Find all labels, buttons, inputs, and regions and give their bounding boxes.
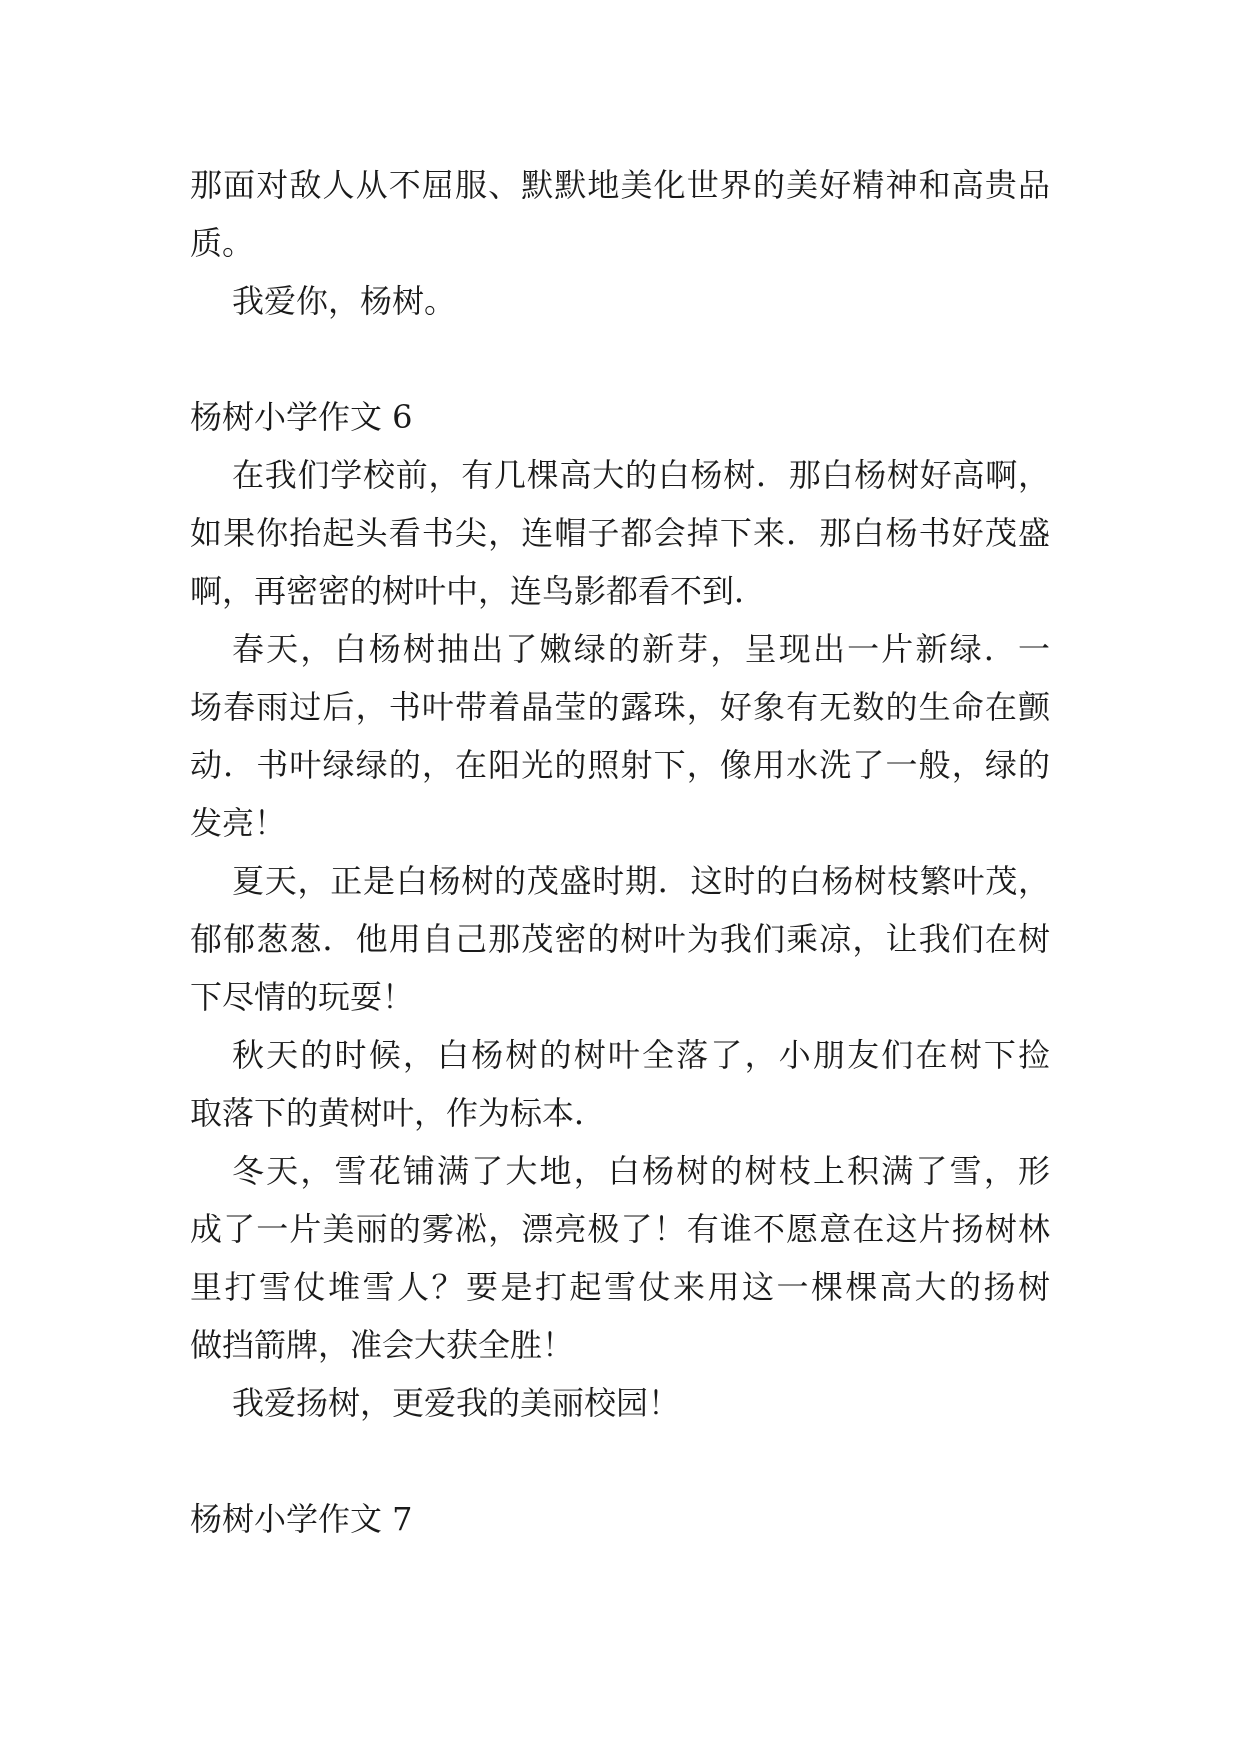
essay-heading: 杨树小学作文 7 (190, 1500, 413, 1538)
paragraph-line: 里打雪仗堆雪人？要是打起雪仗来用这一棵棵高大的扬树 (190, 1268, 1050, 1306)
paragraph (190, 446, 1050, 620)
paragraph-line: 我爱你，杨树。 (232, 282, 457, 320)
paragraph (190, 1142, 1050, 1374)
paragraph (190, 1374, 1050, 1432)
blank-line (190, 1432, 1050, 1490)
paragraph-line: 做挡箭牌，准会大获全胜！ (190, 1326, 575, 1364)
paragraph (190, 156, 1050, 272)
paragraph-line: 我爱扬树，更爱我的美丽校园！ (232, 1384, 681, 1422)
paragraph-line: 夏天，正是白杨树的茂盛时期．这时的白杨树枝繁叶茂， (232, 862, 1050, 900)
paragraph-line: 秋天的时候，白杨树的树叶全落了，小朋友们在树下捡 (232, 1036, 1050, 1074)
paragraph-line: 质。 (190, 224, 255, 262)
paragraph-line: 场春雨过后，书叶带着晶莹的露珠，好象有无数的生命在颤 (190, 688, 1050, 726)
paragraph-line: 取落下的黄树叶，作为标本． (190, 1094, 607, 1132)
paragraph-line: 成了一片美丽的雾凇，漂亮极了！有谁不愿意在这片扬树林 (190, 1210, 1050, 1248)
paragraph-line: 在我们学校前，有几棵高大的白杨树．那白杨树好高啊， (232, 456, 1050, 494)
paragraph (190, 272, 1050, 330)
paragraph-line: 啊，再密密的树叶中，连鸟影都看不到． (190, 572, 767, 610)
paragraph-line: 下尽情的玩耍！ (190, 978, 415, 1016)
blank-line (190, 330, 1050, 388)
essay-heading: 杨树小学作文 6 (190, 398, 413, 436)
paragraph-line: 如果你抬起头看书尖，连帽子都会掉下来．那白杨书好茂盛 (190, 514, 1050, 552)
paragraph (190, 620, 1050, 852)
paragraph (190, 852, 1050, 1026)
paragraph-line: 春天，白杨树抽出了嫩绿的新芽，呈现出一片新绿．一 (232, 630, 1050, 668)
paragraph (190, 1026, 1050, 1142)
paragraph-line: 郁郁葱葱．他用自己那茂密的树叶为我们乘凉，让我们在树 (190, 920, 1050, 958)
paragraph-line: 动．书叶绿绿的，在阳光的照射下，像用水洗了一般，绿的 (190, 746, 1050, 784)
paragraph-line: 冬天，雪花铺满了大地，白杨树的树枝上积满了雪，形 (232, 1152, 1050, 1190)
document-page (190, 156, 1050, 1548)
paragraph-line: 发亮！ (190, 804, 287, 842)
paragraph-line: 那面对敌人从不屈服、默默地美化世界的美好精神和高贵品 (190, 166, 1050, 204)
